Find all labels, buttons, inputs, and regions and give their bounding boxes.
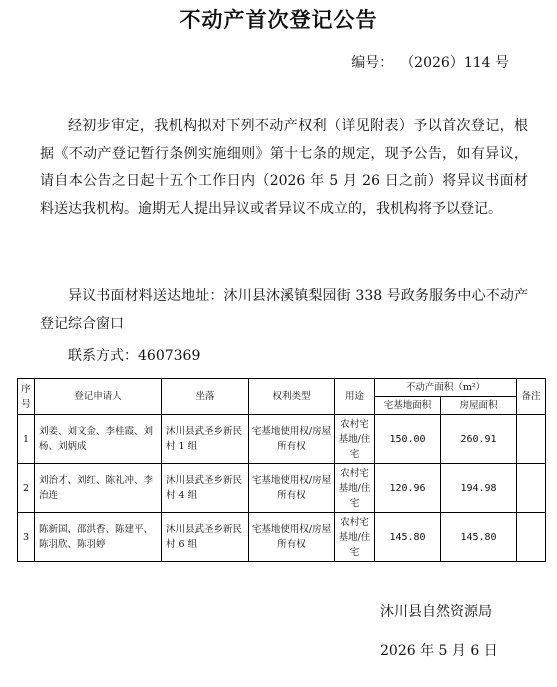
cell-right-type: 宅基地使用权/房屋所有权 bbox=[249, 464, 335, 513]
cell-seq: 1 bbox=[18, 415, 35, 464]
cell-applicant: 刘治才、刘红、陈礼冲、李治连 bbox=[35, 464, 162, 513]
cell-house-area: 194.98 bbox=[441, 464, 517, 513]
cell-house-area: 145.80 bbox=[441, 513, 517, 562]
cell-use: 农村宅基地/住宅 bbox=[335, 464, 375, 513]
cell-land-area: 150.00 bbox=[375, 415, 441, 464]
cell-house-area: 260.91 bbox=[441, 415, 517, 464]
header-use: 用途 bbox=[335, 379, 375, 415]
header-applicant: 登记申请人 bbox=[35, 379, 162, 415]
header-seq: 序号 bbox=[18, 379, 35, 415]
table-row bbox=[18, 464, 546, 513]
header-area-group: 不动产面积（m²） bbox=[375, 379, 517, 397]
header-note: 备注 bbox=[517, 379, 546, 415]
cell-location: 沐川县武圣乡新民村 1 组 bbox=[162, 415, 249, 464]
header-land-area: 宅基地面积 bbox=[375, 397, 441, 415]
cell-land-area: 145.80 bbox=[375, 513, 441, 562]
cell-location: 沐川县武圣乡新民村 6 组 bbox=[162, 513, 249, 562]
cell-use: 农村宅基地/住宅 bbox=[335, 415, 375, 464]
cell-seq: 3 bbox=[18, 513, 35, 562]
page-title: 不动产首次登记公告 bbox=[179, 8, 378, 32]
issuing-organization: 沐川县自然资源局 bbox=[380, 604, 492, 620]
notice-paragraph-main: 经初步审定，我机构拟对下列不动产权利（详见附表）予以首次登记，根据《不动产登记暂行条例实施细则》第十七条的规定，现予公告，如有异议，请自本公告之日起十五个工作日内（2026 年 5 月 26 日之前）将异议书面材料送达我机构。逾期无人提出异议或者异议不成立的，我机构将予以登记。 bbox=[40, 118, 528, 217]
cell-seq: 2 bbox=[18, 464, 35, 513]
cell-use: 农村宅基地/住宅 bbox=[335, 513, 375, 562]
contact-line bbox=[40, 345, 200, 365]
cell-land-area: 120.96 bbox=[375, 464, 441, 513]
table-row bbox=[18, 415, 546, 464]
cell-note bbox=[517, 415, 546, 464]
cell-right-type: 宅基地使用权/房屋所有权 bbox=[249, 513, 335, 562]
header-right-type: 权利类型 bbox=[249, 379, 335, 415]
cell-applicant: 陈新国、邵洪香、陈建平、陈羽欣、陈羽婷 bbox=[35, 513, 162, 562]
cell-location: 沐川县武圣乡新民村 4 组 bbox=[162, 464, 249, 513]
table-row bbox=[18, 513, 546, 562]
header-house-area: 房屋面积 bbox=[441, 397, 517, 415]
document-number bbox=[351, 52, 509, 72]
document-number-label: 编号： bbox=[351, 55, 394, 71]
document-number-value: （2026）114 号 bbox=[407, 55, 509, 71]
header-location: 坐落 bbox=[162, 379, 249, 415]
cell-note bbox=[517, 513, 546, 562]
contact-phone: 4607369 bbox=[138, 348, 201, 364]
notice-paragraph-address: 异议书面材料送达地址：沐川县沐溪镇梨园街 338 号政务服务中心不动产登记综合窗口 bbox=[40, 288, 528, 332]
registration-table bbox=[17, 378, 546, 562]
table-header-row bbox=[18, 379, 546, 397]
cell-right-type: 宅基地使用权/房屋所有权 bbox=[249, 415, 335, 464]
cell-note bbox=[517, 464, 546, 513]
contact-label: 联系方式： bbox=[68, 348, 138, 364]
issue-date: 2026 年 5 月 6 日 bbox=[380, 643, 498, 659]
cell-applicant: 刘姜、刘文金、李桂霞、刘杨、刘炳成 bbox=[35, 415, 162, 464]
